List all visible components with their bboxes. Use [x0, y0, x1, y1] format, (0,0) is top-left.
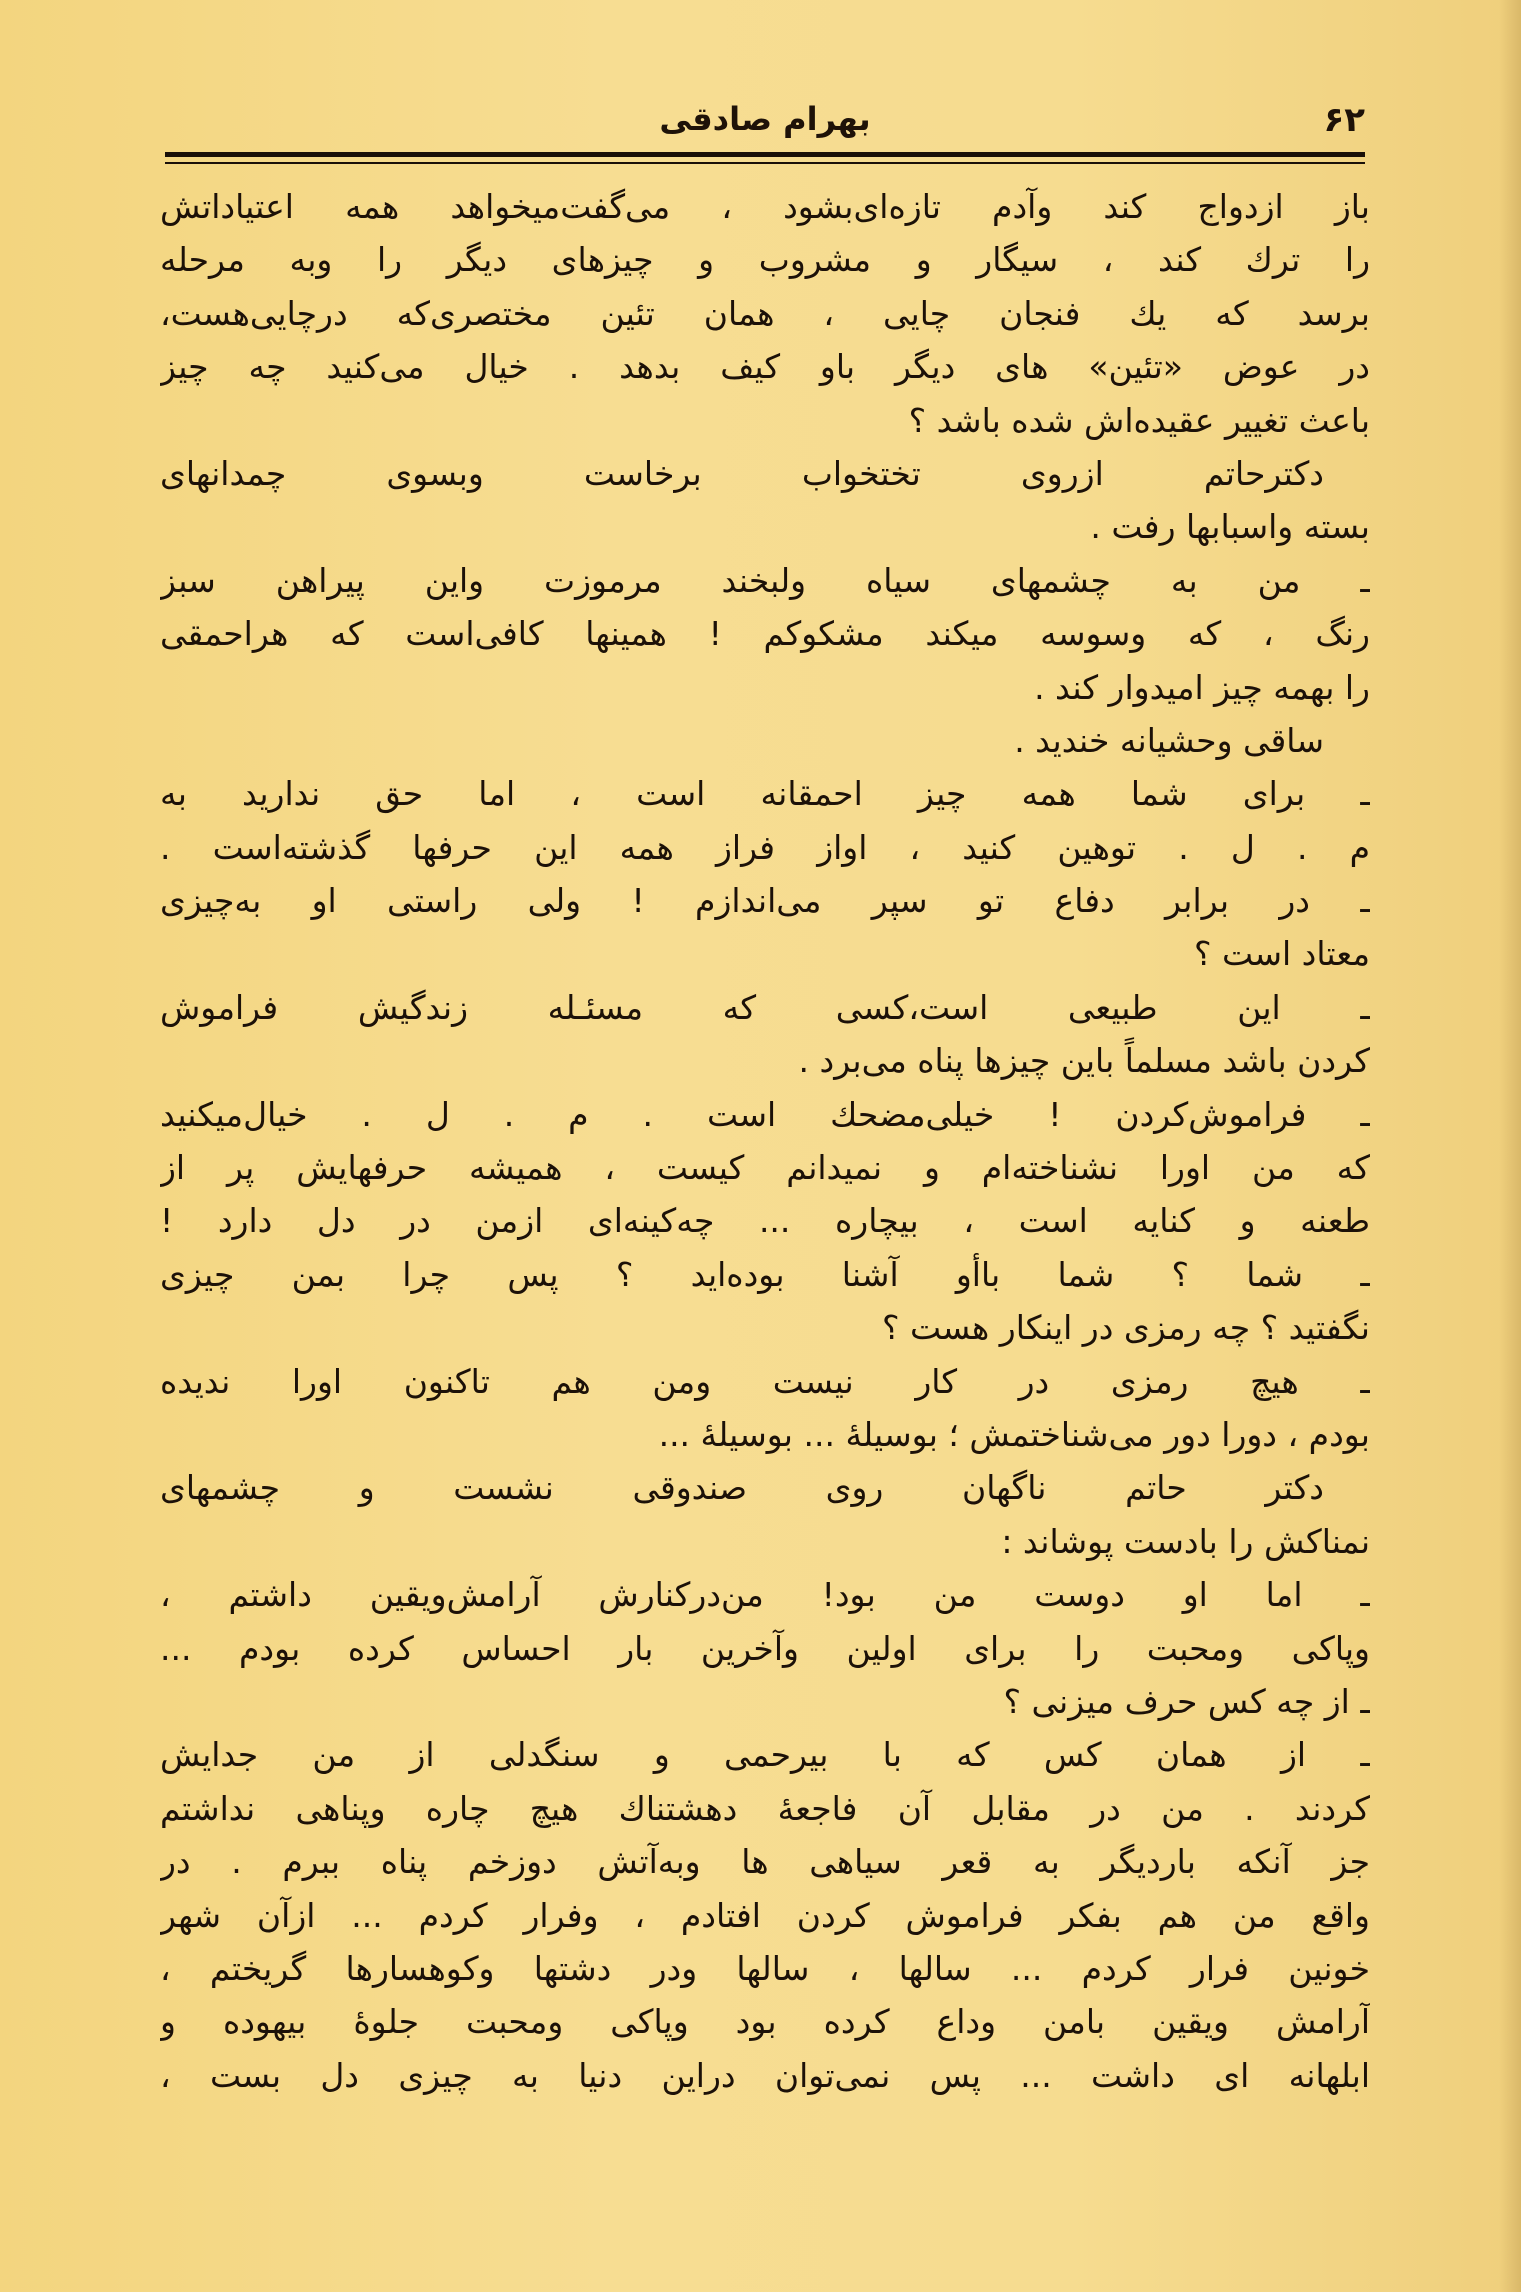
text-line: وپاکی ومحبت را برای اولین وآخرین بار احساس کرده بودم ...: [160, 1628, 1370, 1668]
header-rule-thick: [165, 152, 1365, 157]
text-line: کردن باشد مسلماً باین چیزها پناه می‌برد .: [798, 1041, 1370, 1081]
text-line: که من اورا نشناخته‌ام و نمیدانم کیست ، همیشه حرفهایش پر از: [160, 1148, 1370, 1188]
text-line: دکتر حاتم ناگهان روی صندوقی نشست و چشمهای: [160, 1468, 1324, 1508]
text-line: ساقی وحشیانه خندید .: [1014, 720, 1324, 760]
text-line: کردند . من در مقابل آن فاجعهٔ دهشتناك هیچ چاره وپناهی نداشتم: [160, 1788, 1370, 1828]
text-line: ـ برای شما همه چیز احمقانه است ، اما حق ندارید به: [160, 774, 1370, 814]
text-line: ـ هیچ رمزی در کار نیست ومن هم تاکنون اورا ندیده: [160, 1361, 1370, 1401]
body-text: [160, 180, 1370, 2102]
text-line: واقع من هم بفکر فراموش کردن افتادم ، وفرار کردم ... ازآن شهر: [160, 1895, 1370, 1935]
page-number: ۶۲: [1323, 100, 1365, 140]
text-line: ـ از همان کس که با بیرحمی و سنگدلی از من جدایش: [160, 1735, 1370, 1775]
text-line: را بهمه چیز امیدوار کند .: [1034, 667, 1370, 707]
text-line: ـ این طبیعی است،کسی که مسئـله زندگیش فراموش: [160, 987, 1370, 1027]
text-line: ـ از چه کس حرف میزنی ؟: [1003, 1681, 1370, 1721]
text-line: ـ اما او دوست من بود! من‌درکنارش آرامش‌ویقین داشتم ،: [160, 1575, 1370, 1615]
text-line: ـ من به چشمهای سیاه ولبخند مرموزت واین پیراهن سبز: [160, 560, 1370, 600]
running-title: بهرام صادقی: [659, 100, 871, 138]
text-line: بودم ، دورا دور می‌شناختمش ؛ بوسیلهٔ ... بوسیلهٔ ...: [658, 1414, 1370, 1454]
text-line: ـ شما ؟ شما باأو آشنا بوده‌اید ؟ پس چرا بمن چیزی: [160, 1254, 1370, 1294]
text-line: در عوض «تئین» های دیگر باو کیف بدهد . خیال می‌کنید چه چیز: [160, 347, 1370, 387]
text-line: بسته واسبابها رفت .: [1090, 507, 1370, 547]
page-header: [165, 100, 1365, 144]
header-rule-thin: [165, 162, 1365, 164]
text-line: ـ فراموش‌کردن ! خیلی‌مضحك است . م . ل . خیال‌میکنید: [160, 1094, 1370, 1134]
text-line: معتاد است ؟: [1193, 934, 1370, 974]
text-line: برسد که یك فنجان چایی ، همان تئین مختصری‌که درچایی‌هست،: [160, 293, 1370, 333]
text-line: جز آنکه باردیگر به قعر سیاهی ها وبه‌آتش دوزخم پناه ببرم . در: [160, 1842, 1370, 1882]
text-line: نمناکش را بادست پوشاند :: [1001, 1521, 1370, 1561]
text-line: م . ل . توهین کنید ، اواز فراز همه این حرفها گذشته‌است .: [160, 827, 1370, 867]
text-line: طعنه و کنایه است ، بیچاره ... چه‌کینه‌ای ازمن در دل دارد !: [160, 1201, 1370, 1241]
text-line: دکترحاتم ازروی تختخواب برخاست وبسوی چمدانهای: [160, 453, 1324, 493]
text-line: ـ در برابر دفاع تو سپر می‌اندازم ! ولی راستی او به‌چیزی: [160, 881, 1370, 921]
text-line: آرامش ویقین بامن وداع کرده بود وپاکی ومحبت جلوهٔ بیهوده و: [160, 2002, 1370, 2042]
text-line: را ترك کند ، سیگار و مشروب و چیزهای دیگر را وبه مرحله: [160, 240, 1370, 280]
text-line: خونین فرار کردم ... سالها ، سالها ودر دشتها وکوهسارها گریختم ،: [160, 1948, 1370, 1988]
text-line: باز ازدواج کند وآدم تازه‌ای‌بشود ، می‌گفت‌میخواهد همه اعتیاداتش: [160, 187, 1370, 226]
text-line: باعث تغییر عقیده‌اش شده باشد ؟: [908, 400, 1370, 440]
text-line: رنگ ، که وسوسه میکند مشکوکم ! همینها کافی‌است که هراحمقی: [160, 614, 1370, 654]
text-line: ابلهانه ای داشت ... پس نمی‌توان دراین دنیا به چیزی دل بست ،: [160, 2055, 1370, 2095]
text-line: نگفتید ؟ چه رمزی در اینکار هست ؟: [882, 1308, 1370, 1348]
